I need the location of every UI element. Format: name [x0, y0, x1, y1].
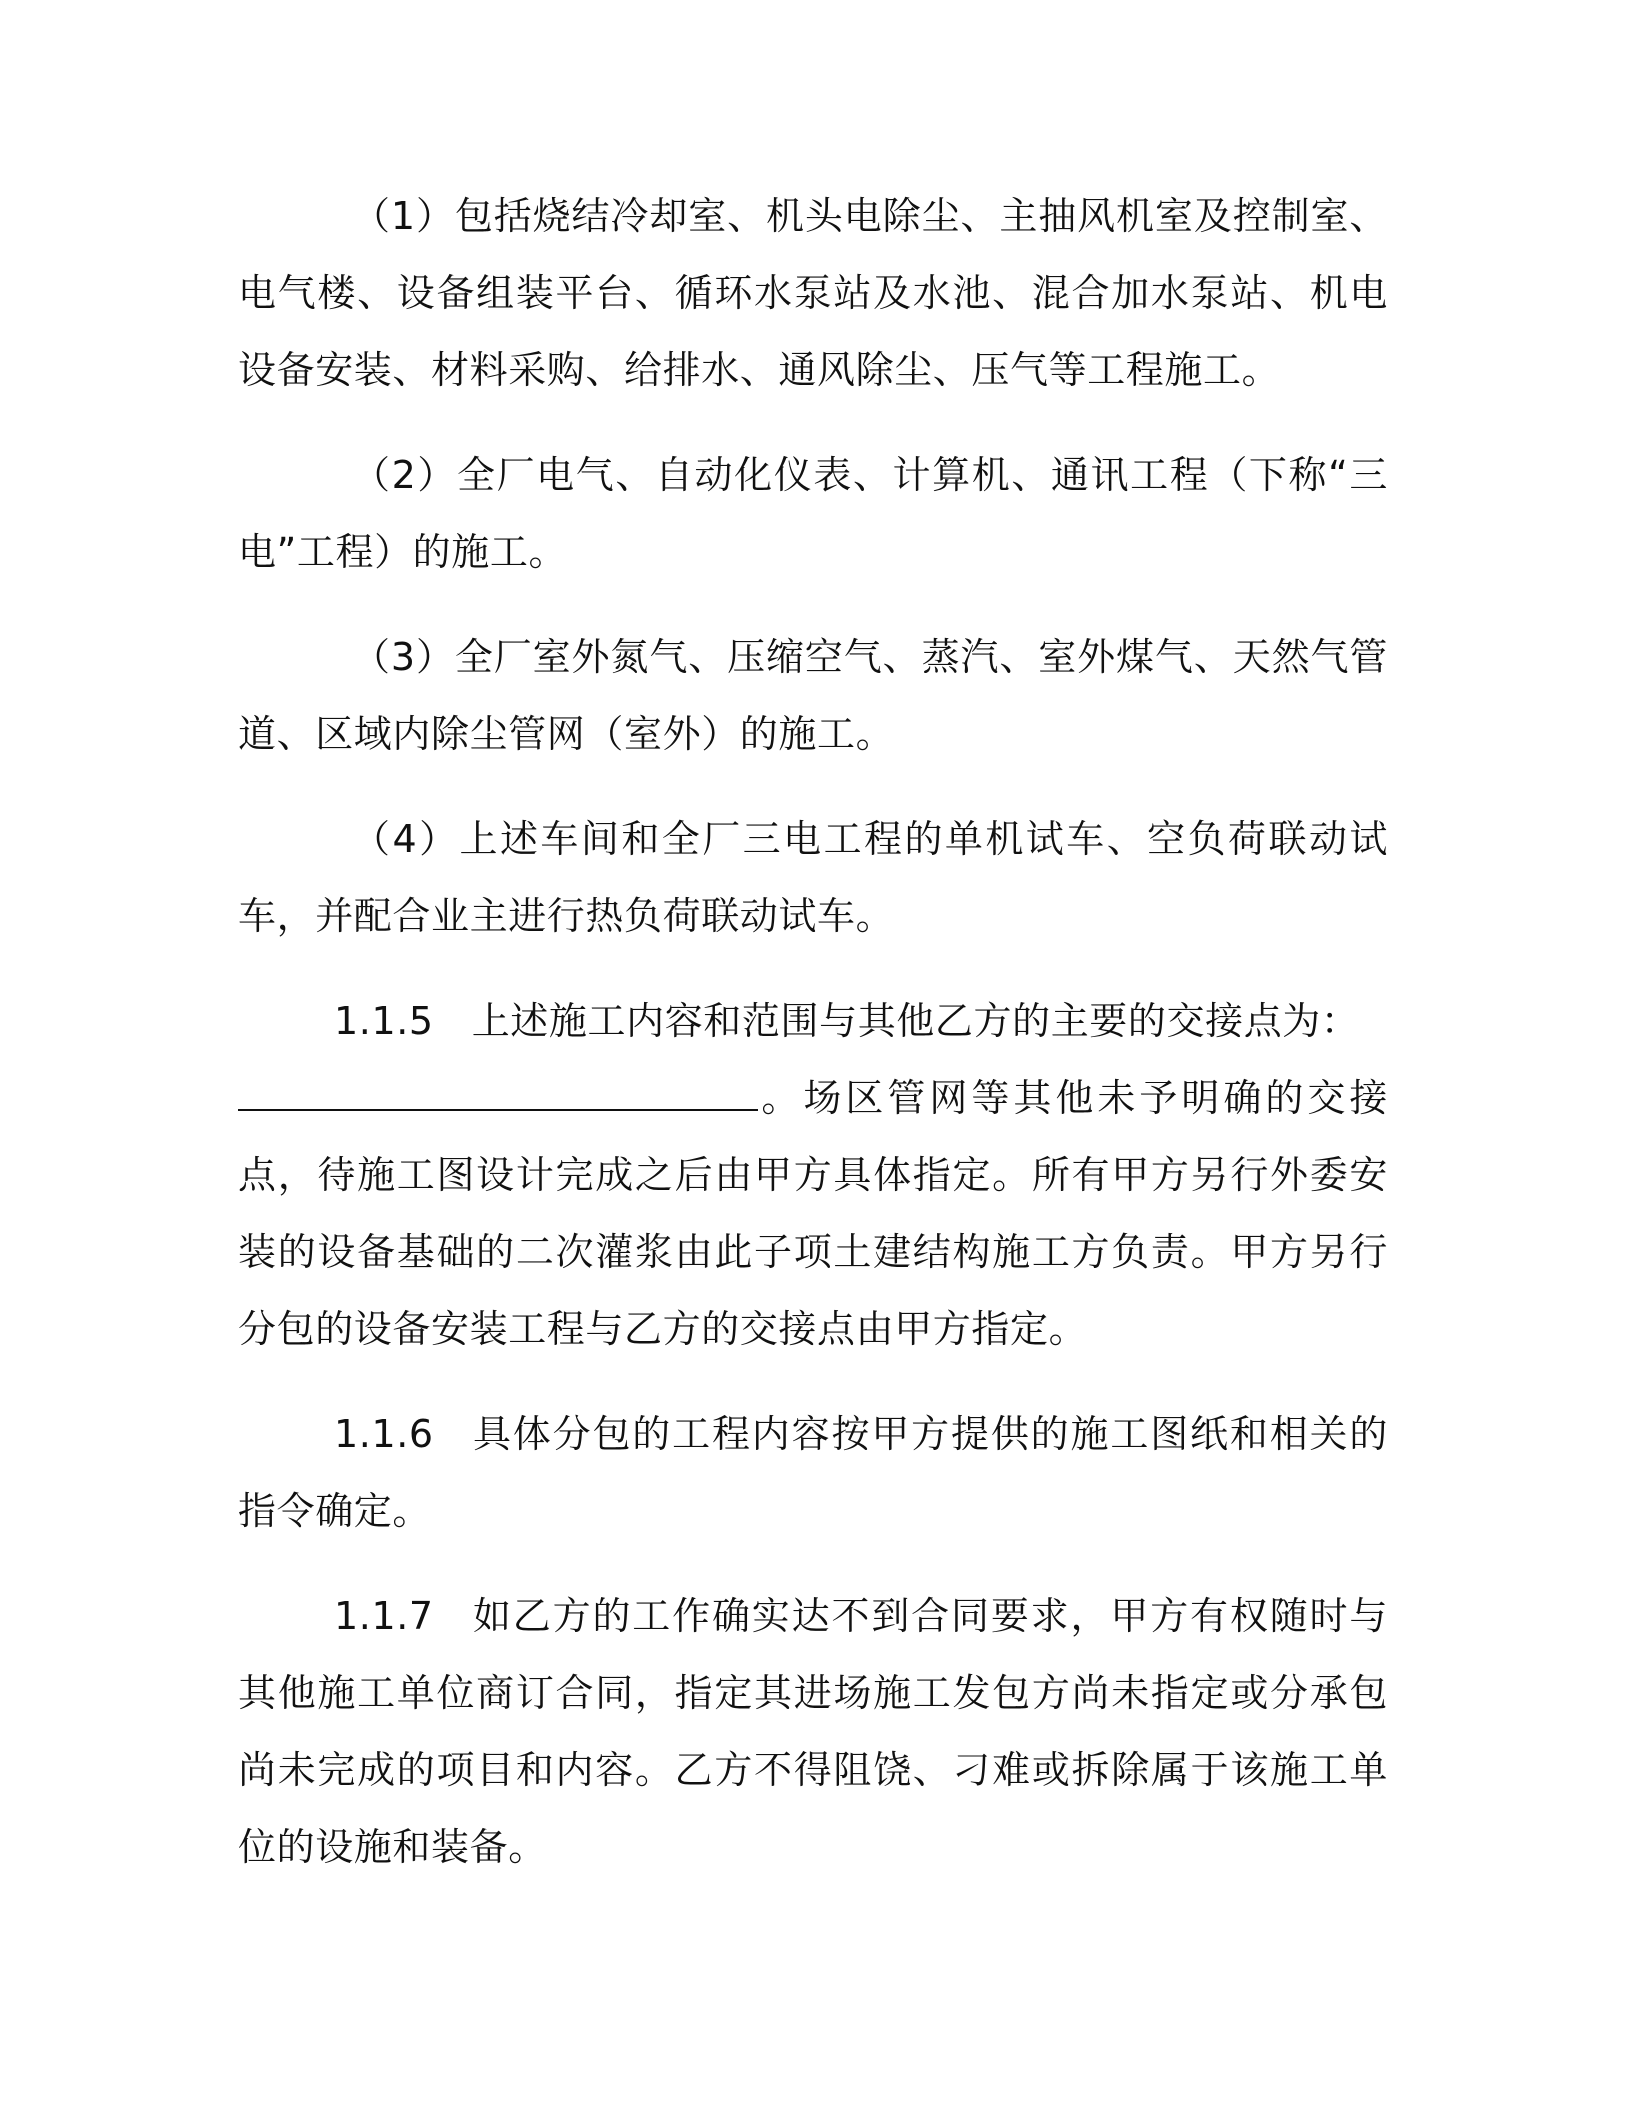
- clause-text: 如乙方的工作确实达不到合同要求，甲方有权随时与其他施工单位商订合同，指定其进场施工发包方尚未指定或分承包尚未完成的项目和内容。乙方不得阻饶、刁难或拆除属于该施工单位的设施和装备。: [238, 1594, 1388, 1869]
- item-4-paragraph: （4）上述车间和全厂三电工程的单机试车、空负荷联动试车，并配合业主进行热负荷联动试车。: [238, 817, 1388, 938]
- clause-text: 具体分包的工程内容按甲方提供的施工图纸和相关的指令确定。: [238, 1412, 1388, 1533]
- clause-number: 1.1.6: [334, 1412, 434, 1456]
- fill-in-blank-line: [238, 1079, 758, 1111]
- item-3-paragraph: （3）全厂室外氮气、压缩空气、蒸汽、室外煤气、天然气管道、区域内除尘管网（室外）的施工。: [238, 635, 1388, 756]
- clause-rest-text: 。场区管网等其他未予明确的交接点，待施工图设计完成之后由甲方具体指定。所有甲方另行外委安装的设备基础的二次灌浆由此子项土建结构施工方负责。甲方另行分包的设备安装工程与乙方的交接点由甲方指定。: [238, 1076, 1388, 1351]
- clause-1-1-7-paragraph: [238, 1578, 1388, 1886]
- clause-1-1-5-paragraph: [238, 983, 1388, 1368]
- clause-number: 1.1.5: [334, 999, 434, 1043]
- clause-lead-text: 上述施工内容和范围与其他乙方的主要的交接点为：: [471, 999, 1360, 1043]
- item-1-paragraph: （1）包括烧结冷却室、机头电除尘、主抽风机室及控制室、电气楼、设备组装平台、循环水泵站及水池、混合加水泵站、机电设备安装、材料采购、给排水、通风除尘、压气等工程施工。: [238, 194, 1388, 392]
- clause-1-1-6-paragraph: [238, 1396, 1388, 1550]
- item-2-paragraph: （2）全厂电气、自动化仪表、计算机、通讯工程（下称“三电”工程）的施工。: [238, 453, 1388, 574]
- document-body: [238, 178, 1388, 1914]
- clause-number: 1.1.7: [334, 1594, 434, 1638]
